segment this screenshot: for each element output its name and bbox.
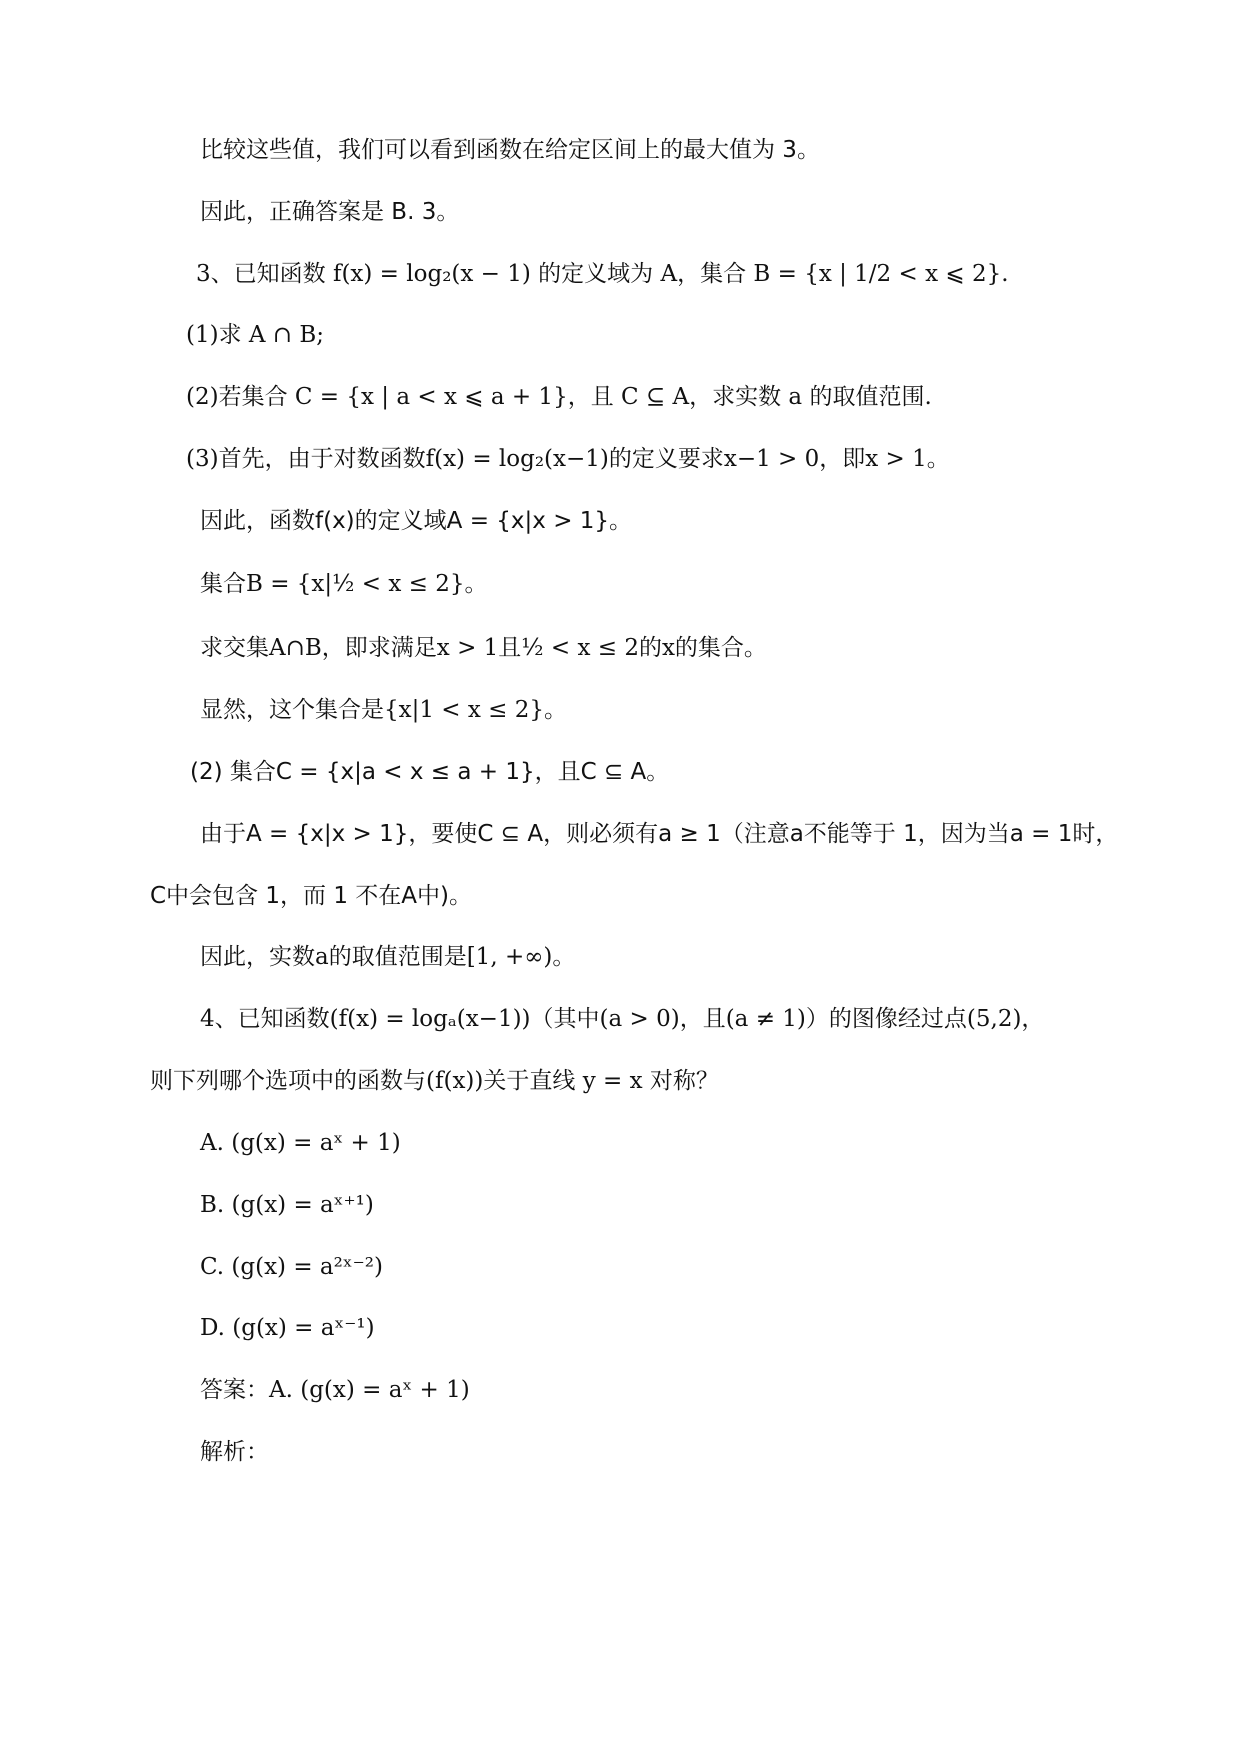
analysis-label: 解析： — [200, 1439, 269, 1465]
option-b: B. (g(x) = aˣ⁺¹) — [200, 1192, 374, 1218]
text-line-11: (2) 集合C = {x|a < x ≤ a + 1}，且C ⊆ A。 — [190, 759, 670, 785]
text-line-6: (3)首先，由于对数函数f(x) = log₂(x−1)的定义要求x−1 > 0，即x > 1。 — [186, 446, 950, 472]
text-line-15: 4、已知函数(f(x) = logₐ(x−1))（其中(a > 0)，且(a ≠ 1)）的图像经过点(5,2)， — [200, 1006, 1045, 1032]
text-line-4: (1)求 A ∩ B; — [186, 322, 325, 348]
text-line-7: 因此，函数f(x)的定义域A = {x|x > 1}。 — [200, 508, 633, 534]
text-line-13: C中会包含 1，而 1 不在A中)。 — [150, 883, 472, 909]
option-c: C. (g(x) = a²ˣ⁻²) — [200, 1254, 383, 1280]
option-a: A. (g(x) = aˣ + 1) — [200, 1130, 401, 1156]
text-line-9: 求交集A∩B，即求满足x > 1且½ < x ≤ 2的x的集合。 — [200, 635, 767, 661]
text-line-8: 集合B = {x|½ < x ≤ 2}。 — [200, 571, 488, 597]
option-d: D. (g(x) = aˣ⁻¹) — [200, 1315, 375, 1341]
text-line-10: 显然，这个集合是{x|1 < x ≤ 2}。 — [200, 697, 568, 723]
text-line-12: 由于A = {x|x > 1}，要使C ⊆ A，则必须有a ≥ 1（注意a不能等于 1，因为当a = 1时， — [200, 821, 1119, 847]
answer-line: 答案：A. (g(x) = aˣ + 1) — [200, 1377, 470, 1403]
text-line-3: 3、已知函数 f(x) = log₂(x − 1) 的定义域为 A，集合 B = {x | 1/2 < x ⩽ 2}. — [196, 261, 1009, 287]
text-line-5: (2)若集合 C = {x | a < x ⩽ a + 1}，且 C ⊆ A，求实数 a 的取值范围. — [186, 384, 932, 410]
text-line-16: 则下列哪个选项中的函数与(f(x))关于直线 y = x 对称？ — [150, 1068, 719, 1094]
text-line-14: 因此，实数a的取值范围是[1, +∞)。 — [200, 944, 576, 970]
text-line-1: 比较这些值，我们可以看到函数在给定区间上的最大值为 3。 — [200, 137, 820, 163]
text-line-2: 因此，正确答案是 B. 3。 — [200, 199, 460, 225]
